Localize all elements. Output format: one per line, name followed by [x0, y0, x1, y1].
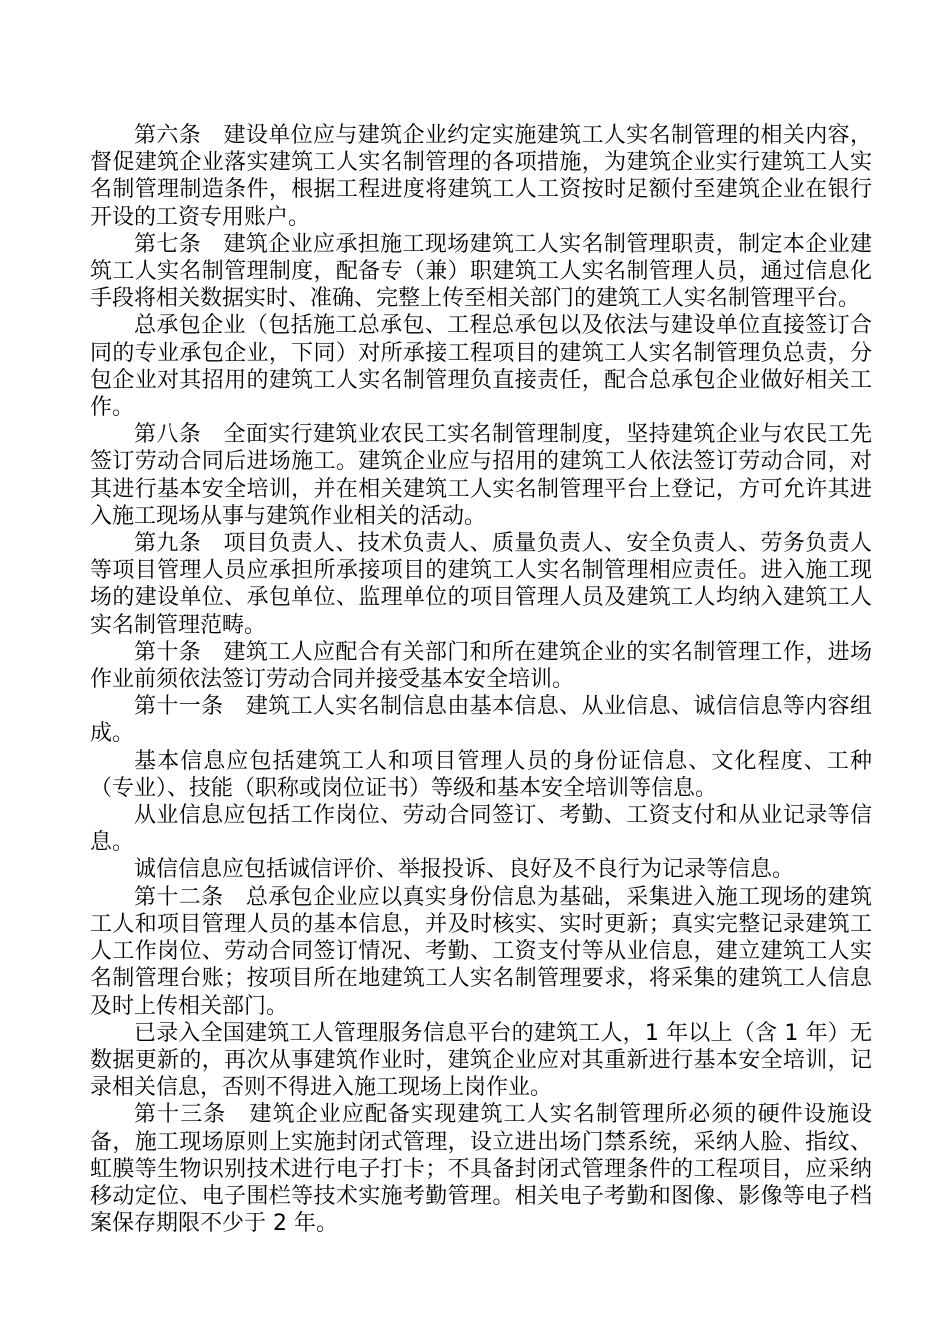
employment-info-paragraph: 从业信息应包括工作岗位、劳动合同签订、考勤、工资支付和从业记录等信息。: [90, 803, 872, 856]
article-7-paragraph: 第七条 建筑企业应承担施工现场建筑工人实名制管理职责，制定本企业建筑工人实名制管理制度，配备专（兼）职建筑工人实名制管理人员，通过信息化手段将相关数据实时、准确、完整上传至相关部门的建筑工人实名制管理平台。: [90, 231, 872, 312]
document-body: [90, 122, 872, 1237]
article-10-paragraph: 第十条 建筑工人应配合有关部门和所在建筑企业的实名制管理工作，进场作业前须依法签订劳动合同并接受基本安全培训。: [90, 639, 872, 693]
article-6-paragraph: 第六条 建设单位应与建筑企业约定实施建筑工人实名制管理的相关内容，督促建筑企业落实建筑工人实名制管理的各项措施，为建筑企业实行建筑工人实名制管理制造条件，根据工程进度将建筑工人工资按时足额付至建筑企业在银行开设的工资专用账户。: [90, 123, 872, 230]
platform-registered-paragraph: 已录入全国建筑工人管理服务信息平台的建筑工人，1 年以上（含 1 年）无数据更新的，再次从事建筑作业时，建筑企业应对其重新进行基本安全培训，记录相关信息，否则不得进入施工现场上岗作业。: [90, 1020, 872, 1101]
basic-info-paragraph: 基本信息应包括建筑工人和项目管理人员的身份证信息、文化程度、工种（专业）、技能（职称或岗位证书）等级和基本安全培训等信息。: [90, 748, 872, 801]
article-12-paragraph: 第十二条 总承包企业应以真实身份信息为基础，采集进入施工现场的建筑工人和项目管理人员的基本信息，并及时核实、实时更新；真实完整记录建筑工人工作岗位、劳动合同签订情况、考勤、工资支付等从业信息，建立建筑工人实名制管理台账；按项目所在地建筑工人实名制管理要求，将采集的建筑工人信息及时上传相关部门。: [90, 884, 872, 1019]
general-contractor-paragraph: 总承包企业（包括施工总承包、工程总承包以及依法与建设单位直接签订合同的专业承包企业，下同）对所承接工程项目的建筑工人实名制管理负总责，分包企业对其招用的建筑工人实名制管理负直接责任，配合总承包企业做好相关工作。: [90, 313, 872, 421]
article-9-paragraph: 第九条 项目负责人、技术负责人、质量负责人、安全负责人、劳务负责人等项目管理人员应承担所承接项目的建筑工人实名制管理相应责任。进入施工现场的建设单位、承包单位、监理单位的项目管理人员及建筑工人均纳入建筑工人实名制管理范畴。: [90, 531, 872, 638]
credit-info-paragraph: 诚信信息应包括诚信评价、举报投诉、良好及不良行为记录等信息。: [134, 857, 795, 883]
article-11-paragraph: 第十一条 建筑工人实名制信息由基本信息、从业信息、诚信信息等内容组成。: [90, 694, 872, 747]
article-8-paragraph: 第八条 全面实行建筑业农民工实名制管理制度，坚持建筑企业与农民工先签订劳动合同后进场施工。建筑企业应与招用的建筑工人依法签订劳动合同，对其进行基本安全培训，并在相关建筑工人实名制管理平台上登记，方可允许其进入施工现场从事与建筑作业相关的活动。: [90, 422, 872, 529]
article-13-paragraph: 第十三条 建筑企业应配备实现建筑工人实名制管理所必须的硬件设施设备，施工现场原则上实施封闭式管理，设立进出场门禁系统，采纳人脸、指纹、虹膜等生物识别技术进行电子打卡；不具备封闭式管理条件的工程项目，应采纳移动定位、电子围栏等技术实施考勤管理。相关电子考勤和图像、影像等电子档案保存期限不少于 2 年。: [90, 1102, 872, 1237]
